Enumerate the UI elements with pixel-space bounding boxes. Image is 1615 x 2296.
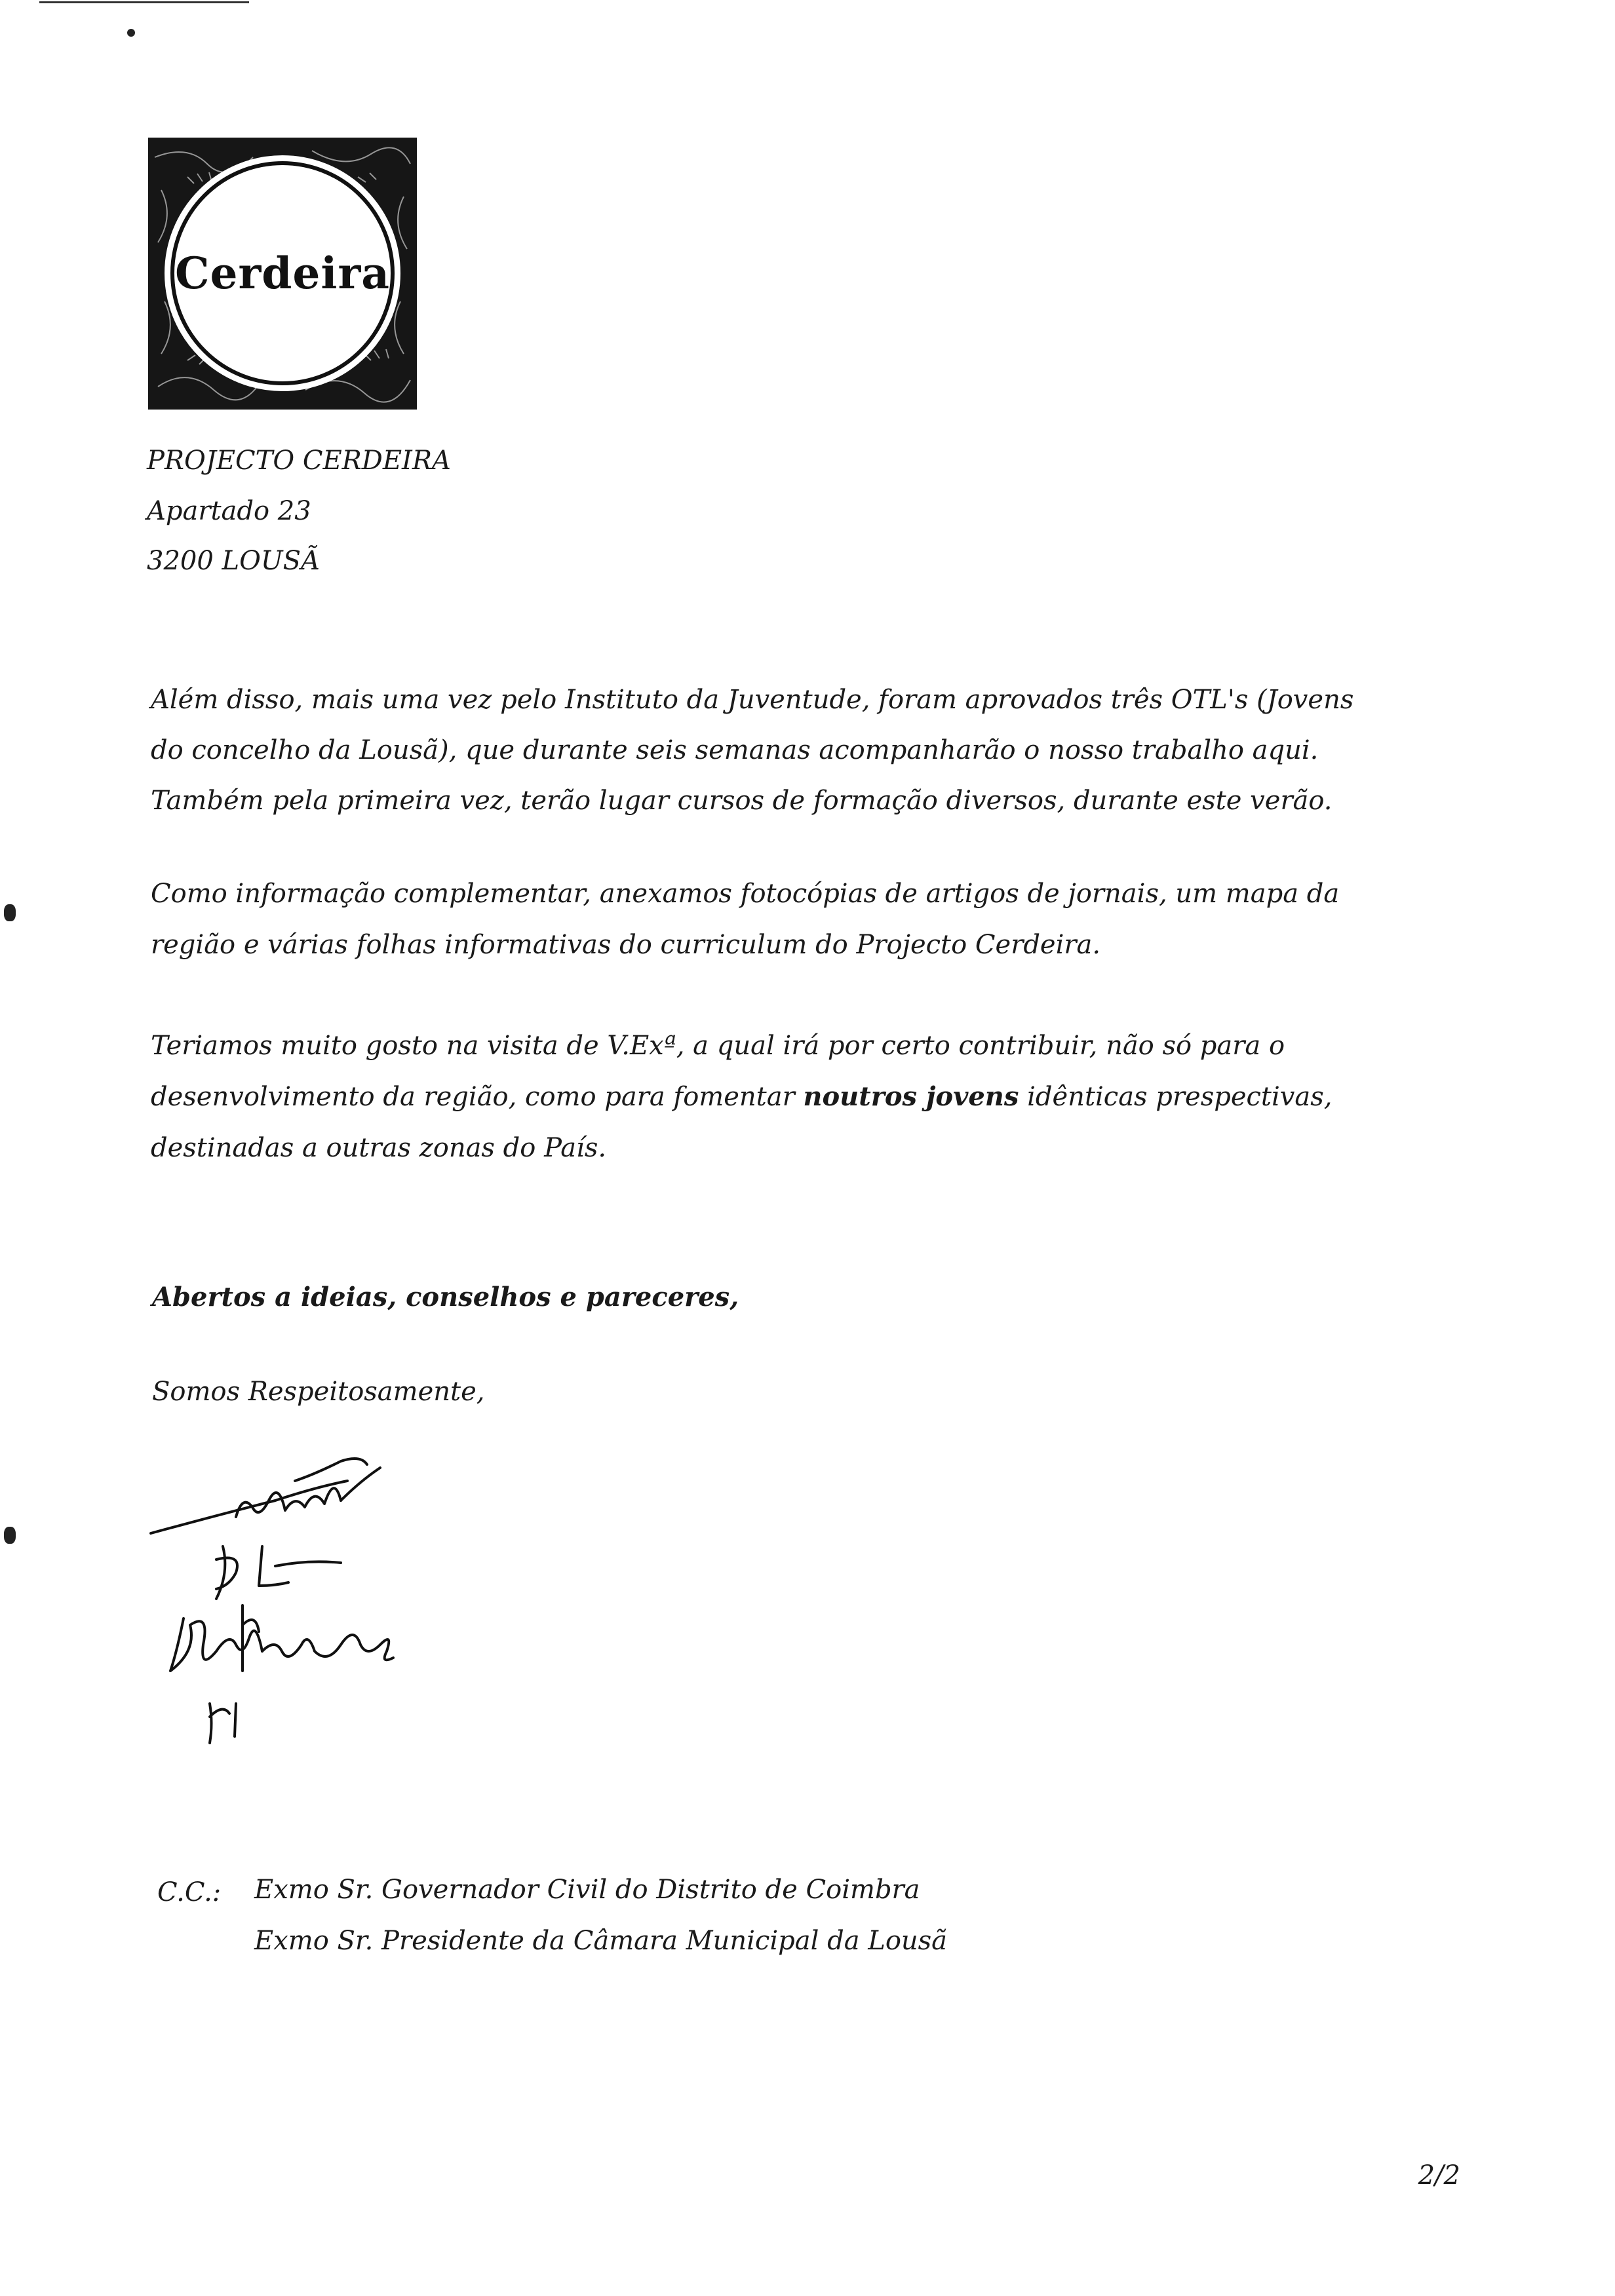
paragraph-line: Também pela primeira vez, terão lugar cursos de formação diversos, durante este verão. xyxy=(151,786,1333,816)
paragraph-line xyxy=(151,1081,1333,1112)
hole-punch-mark xyxy=(4,904,16,921)
paragraph-line: Teriamos muito gosto na visita de V.Exª, a qual irá por certo contribuir, não só para o xyxy=(151,1031,1285,1061)
paragraph-line: Como informação complementar, anexamos fotocópias de artigos de jornais, um mapa da xyxy=(151,879,1340,909)
handwritten-signatures xyxy=(144,1455,511,1756)
closing-phrase: Abertos a ideias, conselhos e pareceres, xyxy=(152,1282,739,1312)
sender-name: PROJECTO CERDEIRA xyxy=(147,446,451,476)
paragraph-line: destinadas a outras zonas do País. xyxy=(151,1133,607,1163)
emphasized-text: noutros jovens xyxy=(803,1081,1019,1112)
valediction: Somos Respeitosamente, xyxy=(152,1377,485,1407)
scan-dot xyxy=(127,29,135,37)
paragraph-text: idênticas prespectivas, xyxy=(1019,1082,1333,1112)
sender-city: 3200 LOUSÃ xyxy=(147,546,320,576)
hole-punch-mark xyxy=(4,1527,16,1544)
logo-wordmark: Cerdeira xyxy=(174,248,391,299)
paragraph-line: do concelho da Lousã), que durante seis semanas acompanharão o nosso trabalho aqui. xyxy=(151,735,1319,765)
sender-po-box: Apartado 23 xyxy=(147,496,311,526)
page-number: 2/2 xyxy=(1418,2160,1460,2191)
cc-recipient-2: Exmo Sr. Presidente da Câmara Municipal da Lousã xyxy=(254,1926,948,1956)
cc-recipient-1: Exmo Sr. Governador Civil do Distrito de Coimbra xyxy=(254,1875,920,1905)
scan-edge-line xyxy=(39,1,249,3)
paragraph-text: desenvolvimento da região, como para fomentar xyxy=(151,1082,804,1112)
cerdeira-logo xyxy=(148,138,417,410)
paragraph-line: Além disso, mais uma vez pelo Instituto da Juventude, foram aprovados três OTL's (Jovens xyxy=(151,685,1354,715)
cc-label: C.C.: xyxy=(157,1877,222,1907)
paragraph-line: região e várias folhas informativas do curriculum do Projecto Cerdeira. xyxy=(151,930,1101,960)
